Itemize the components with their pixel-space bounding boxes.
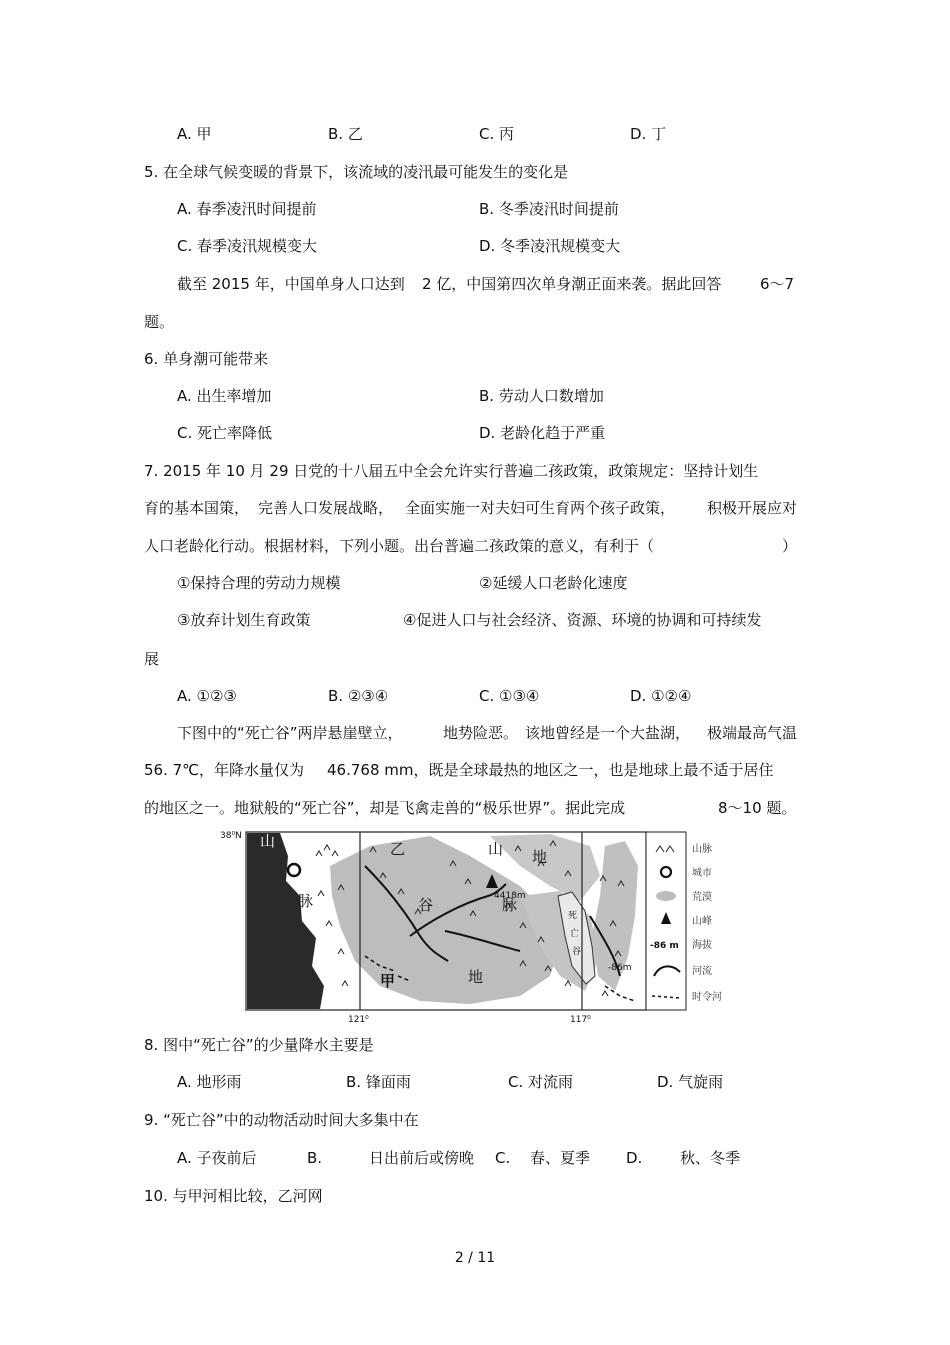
q9-option-d-label: D. [626,1149,643,1167]
q7-item3: ③放弃计划生育政策 [177,611,311,629]
legend-elev-sample: -86 m [650,941,679,951]
page-number: 2 / 11 [454,1250,496,1266]
q7-line3a: 人口老龄化行动。根据材料，下列小题。出台普遍二孩政策的意义，有利于（ [144,537,655,555]
intro67-line1c: 6～7 [760,275,795,293]
death-valley-map [220,826,740,1026]
intro810-line1d: 极端最高气温 [707,724,798,742]
intro810-line2a: 56. 7℃，年降水量仅为 [144,761,305,779]
q7-item4: ④促进人口与社会经济、资源、环境的协调和可持续发 [403,611,762,629]
q9-option-d: 秋、冬季 [680,1149,741,1167]
map-legend [646,832,722,1010]
q7-line2d: 积极开展应对 [707,499,798,517]
legend-mountain: 山脉 [692,844,712,855]
q8-option-c: C. 对流雨 [508,1073,574,1091]
legend-seasonal-river: 时令河 [692,992,722,1003]
q7-item2: ②延缓人口老龄化速度 [479,574,628,592]
q5-option-b: B. 冬季凌汛时间提前 [479,200,619,218]
intro810-line1a: 下图中的“死亡谷”两岸悬崖壁立， [177,724,403,742]
q8-option-d: D. 气旋雨 [657,1073,724,1091]
q5-option-c: C. 春季凌汛规模变大 [177,237,318,255]
intro810-line2b: 46.768 mm，既是全球最热的地区之一，也是地球上最不适于居住 [327,761,774,779]
q4-option-c: C. 丙 [479,125,515,143]
map-city [288,864,300,876]
q7-line2b: 完善人口发展战略， [258,499,394,517]
q9-option-a: A. 子夜前后 [177,1149,257,1167]
q4-option-d: D. 丁 [630,125,667,143]
legend-desert-icon [656,891,676,901]
q8-option-b: B. 锋面雨 [346,1073,411,1091]
q9-option-b-label: B. [307,1149,323,1167]
q6-option-c: C. 死亡率降低 [177,424,273,442]
intro67-line2: 题。 [144,313,175,331]
q7-line3b: ） [782,537,798,555]
q7-option-a: A. ①②③ [177,687,237,705]
legend-river: 河流 [692,966,712,977]
label-si: 死 [568,911,578,921]
label-lon-left: 121⁰ [348,1015,369,1025]
q9-option-c-label: C. [495,1149,511,1167]
label-gu: 谷 [418,896,434,914]
q6-option-a: A. 出生率增加 [177,387,272,405]
label-low-elev: -86m [608,963,632,973]
label-lon-right: 117⁰ [570,1015,591,1025]
q6-option-d: D. 老龄化趋于严重 [479,424,606,442]
intro810-line3b: 8～10 题。 [718,799,797,817]
map-svg [220,826,740,1026]
legend-elevation: 海拔 [692,940,712,951]
q7-option-c: C. ①③④ [479,687,540,705]
intro810-line3a: 的地区之一。地狱般的“死亡谷”，却是飞禽走兽的“极乐世界”。据此完成 [144,799,626,817]
intro810-line1b: 地势险恶。 [443,724,519,742]
q4-option-b: B. 乙 [328,125,363,143]
legend-desert: 荒漠 [692,892,712,903]
q5-option-d: D. 冬季凌汛规模变大 [479,237,621,255]
q9-option-c: 春、夏季 [530,1149,591,1167]
label-wang: 亡 [570,929,580,939]
label-shan1: 山 [260,832,276,850]
label-di1: 地 [532,848,548,866]
legend-peak: 山峰 [692,916,712,927]
intro67-line1a: 截至 2015 年，中国单身人口达到 [177,275,405,293]
q9-option-b: 日出前后或傍晚 [369,1149,475,1167]
q9-stem: 9. “死亡谷”中的动物活动时间大多集中在 [144,1111,419,1129]
q7-option-d: D. ①②④ [630,687,692,705]
q10-stem: 10. 与甲河相比较，乙河网 [144,1187,323,1205]
label-mai1: 脉 [298,892,314,910]
label-peak-elev: 4418m [494,891,526,901]
label-jia: 甲 [380,972,396,990]
q6-stem: 6. 单身潮可能带来 [144,350,269,368]
q8-stem: 8. 图中“死亡谷”的少量降水主要是 [144,1036,374,1054]
q5-stem: 5. 在全球气候变暖的背景下，该流域的凌汛最可能发生的变化是 [144,163,569,181]
intro67-line1b: 2 亿，中国第四次单身潮正面来袭。据此回答 [422,275,722,293]
label-shan2: 山 [488,840,504,858]
q5-option-a: A. 春季凌汛时间提前 [177,200,317,218]
q6-option-b: B. 劳动人口数增加 [479,387,604,405]
q4-option-a: A. 甲 [177,125,212,143]
label-yi: 乙 [390,840,406,858]
legend-city: 城市 [692,868,712,879]
q7-line2a: 育的基本国策， [144,499,250,517]
q8-option-a: A. 地形雨 [177,1073,242,1091]
q7-line1: 7. 2015 年 10 月 29 日党的十八届五中全会允许实行普遍二孩政策，政策规定：坚持计划生 [144,462,759,480]
q7-line2c: 全面实施一对夫妇可生育两个孩子政策， [405,499,676,517]
legend-city-icon [661,867,671,877]
label-di2: 地 [468,968,484,986]
q7-item4-cont: 展 [144,650,160,668]
label-mai2: 脉 [502,896,518,914]
intro810-line1c: 该地曾经是一个大盐湖， [525,724,691,742]
label-gu2: 谷 [572,947,582,957]
q7-item1: ①保持合理的劳动力规模 [177,574,341,592]
q7-option-b: B. ②③④ [328,687,389,705]
label-lat: 38⁰N [220,831,242,841]
